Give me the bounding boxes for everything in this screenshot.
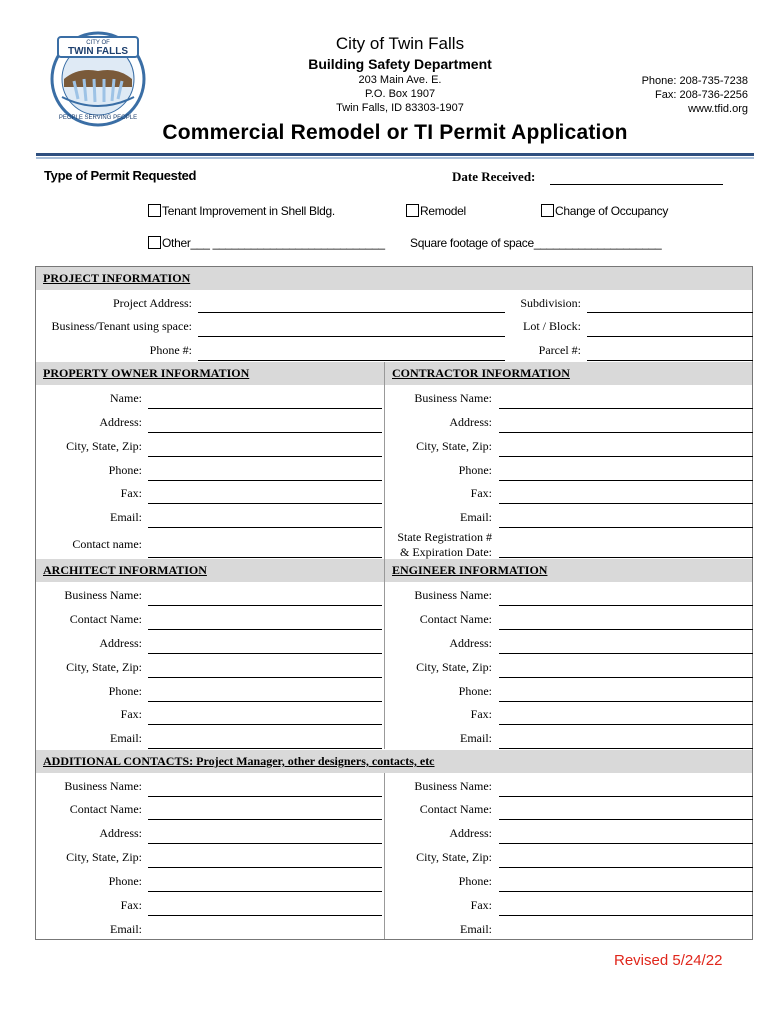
field-label: Subdivision:: [520, 296, 581, 310]
additional-business-field-2[interactable]: [499, 796, 753, 797]
square-footage-field[interactable]: Square footage of space____________________: [410, 236, 662, 250]
revision-date: Revised 5/24/22: [614, 952, 723, 969]
engineer-contact-field[interactable]: [499, 629, 753, 630]
additional-business-field[interactable]: [148, 796, 382, 797]
architect-business-field[interactable]: [148, 605, 382, 606]
field-label: Lot / Block:: [523, 319, 581, 333]
owner-phone-field[interactable]: [148, 480, 382, 481]
owner-fax-field[interactable]: [148, 503, 382, 504]
field-label: Phone:: [108, 463, 142, 477]
field-label: Fax:: [120, 486, 142, 500]
engineer-address-field[interactable]: [499, 653, 753, 654]
form-title: Commercial Remodel or TI Permit Application: [162, 121, 628, 144]
additional-address-field[interactable]: [148, 843, 382, 844]
date-received-field[interactable]: [550, 184, 723, 185]
engineer-city-field[interactable]: [499, 677, 753, 678]
owner-contact-field[interactable]: [148, 557, 382, 558]
architect-fax-field[interactable]: [148, 724, 382, 725]
department-name: Building Safety Department: [308, 56, 492, 72]
logo-large-text: TWIN FALLS: [68, 46, 128, 57]
title-rule: [36, 153, 754, 156]
checkbox[interactable]: [148, 204, 161, 217]
field-label: Phone:: [108, 684, 142, 698]
additional-city-field[interactable]: [148, 867, 382, 868]
owner-name-field[interactable]: [148, 408, 382, 409]
engineer-business-field[interactable]: [499, 605, 753, 606]
column-divider: [384, 773, 385, 939]
field-label: Address:: [449, 415, 492, 429]
field-label: Business Name:: [64, 588, 142, 602]
field-label: Name:: [110, 391, 142, 405]
logo-motto: PEOPLE SERVING PEOPLE: [58, 115, 138, 121]
field-label: Business Name:: [64, 779, 142, 793]
architect-email-field[interactable]: [148, 748, 382, 749]
owner-email-field[interactable]: [148, 527, 382, 528]
field-label: Email:: [460, 922, 492, 936]
logo-small-text: CITY OF: [86, 40, 110, 46]
owner-address-field[interactable]: [148, 432, 382, 433]
field-label: Contact Name:: [69, 802, 142, 816]
parcel-field[interactable]: [587, 360, 753, 361]
additional-fax-field[interactable]: [148, 915, 382, 916]
business-tenant-field[interactable]: [198, 336, 505, 337]
field-label: Fax:: [470, 898, 492, 912]
additional-fax-field-2[interactable]: [499, 915, 753, 916]
field-label: Address:: [449, 636, 492, 650]
owner-city-field[interactable]: [148, 456, 382, 457]
field-label: Business/Tenant using space:: [51, 319, 192, 333]
field-label: City, State, Zip:: [66, 439, 142, 453]
option-remodel[interactable]: Remodel: [406, 204, 466, 218]
field-label: Email:: [110, 510, 142, 524]
field-label: Fax:: [120, 898, 142, 912]
lot-block-field[interactable]: [587, 336, 753, 337]
contractor-phone-field[interactable]: [499, 480, 753, 481]
architect-phone-field[interactable]: [148, 701, 382, 702]
subdivision-field[interactable]: [587, 312, 753, 313]
phone-field[interactable]: [198, 360, 505, 361]
contractor-city-field[interactable]: [499, 456, 753, 457]
architect-city-field[interactable]: [148, 677, 382, 678]
additional-phone-field[interactable]: [148, 891, 382, 892]
field-label: Address:: [449, 826, 492, 840]
field-label: City, State, Zip:: [66, 850, 142, 864]
field-label: Email:: [460, 510, 492, 524]
project-info-heading: PROJECT INFORMATION: [36, 267, 752, 290]
field-label: Phone:: [108, 874, 142, 888]
city-name: City of Twin Falls: [335, 34, 465, 53]
field-label: Address:: [99, 415, 142, 429]
engineer-phone-field[interactable]: [499, 701, 753, 702]
owner-info-heading: PROPERTY OWNER INFORMATION: [36, 362, 384, 385]
additional-phone-field-2[interactable]: [499, 891, 753, 892]
field-label: Fax:: [470, 707, 492, 721]
project-address-field[interactable]: [198, 312, 505, 313]
field-label: Business Name:: [414, 588, 492, 602]
field-label: City, State, Zip:: [416, 850, 492, 864]
option-tenant-improvement[interactable]: Tenant Improvement in Shell Bldg.: [148, 204, 335, 218]
contractor-registration-field[interactable]: [499, 557, 753, 558]
field-label: Phone:: [458, 463, 492, 477]
field-label: Email:: [110, 731, 142, 745]
checkbox[interactable]: [406, 204, 419, 217]
contact-info: [560, 74, 748, 116]
title-rule-light: [36, 157, 754, 159]
contractor-info-heading: CONTRACTOR INFORMATION: [385, 362, 752, 385]
field-label: Contact Name:: [419, 612, 492, 626]
address-line: 203 Main Ave. E.: [358, 74, 442, 86]
date-received-label: Date Received:: [452, 169, 536, 184]
architect-address-field[interactable]: [148, 653, 382, 654]
field-label: Phone:: [458, 874, 492, 888]
field-label: Fax:: [120, 707, 142, 721]
field-label: Phone:: [458, 684, 492, 698]
additional-contact-field[interactable]: [148, 819, 382, 820]
mailing-address: [300, 73, 500, 115]
field-label: Email:: [460, 731, 492, 745]
architect-contact-field[interactable]: [148, 629, 382, 630]
address-line: P.O. Box 1907: [364, 88, 436, 100]
field-label: City, State, Zip:: [66, 660, 142, 674]
field-label: Contact name:: [72, 537, 142, 551]
phone-number: Phone: 208-735-7238: [641, 75, 748, 87]
field-label: City, State, Zip:: [416, 439, 492, 453]
field-label: Business Name:: [414, 779, 492, 793]
field-label: Contact Name:: [419, 802, 492, 816]
registration-label: State Registration # & Expiration Date:: [397, 530, 492, 559]
additional-city-field-2[interactable]: [499, 867, 753, 868]
column-divider: [384, 559, 385, 749]
additional-address-field-2[interactable]: [499, 843, 753, 844]
checkbox[interactable]: [541, 204, 554, 217]
field-label: Phone #:: [149, 343, 192, 357]
option-change-of-occupancy[interactable]: Change of Occupancy: [541, 204, 668, 218]
city-logo: [48, 27, 148, 127]
contractor-business-field[interactable]: [499, 408, 753, 409]
field-label: Fax:: [470, 486, 492, 500]
option-other[interactable]: Other___ ___________________________: [148, 236, 385, 250]
field-label: Contact Name:: [69, 612, 142, 626]
contractor-fax-field[interactable]: [499, 503, 753, 504]
engineer-fax-field[interactable]: [499, 724, 753, 725]
architect-info-heading: ARCHITECT INFORMATION: [36, 559, 384, 582]
additional-contact-field-2[interactable]: [499, 819, 753, 820]
field-label: Email:: [110, 922, 142, 936]
field-label: City, State, Zip:: [416, 660, 492, 674]
permit-type-label: Type of Permit Requested: [44, 168, 197, 183]
contractor-email-field[interactable]: [499, 527, 753, 528]
engineer-email-field[interactable]: [499, 748, 753, 749]
field-label: Business Name:: [414, 391, 492, 405]
contractor-address-field[interactable]: [499, 432, 753, 433]
address-line: Twin Falls, ID 83303-1907: [336, 102, 464, 114]
engineer-info-heading: ENGINEER INFORMATION: [385, 559, 752, 582]
additional-contacts-heading: ADDITIONAL CONTACTS: Project Manager, other designers, contacts, etc: [36, 750, 752, 773]
field-label: Address:: [99, 636, 142, 650]
website: www.tfid.org: [688, 103, 748, 115]
field-label: Address:: [99, 826, 142, 840]
checkbox[interactable]: [148, 236, 161, 249]
fax-number: Fax: 208-736-2256: [655, 89, 748, 101]
field-label: Project Address:: [113, 296, 192, 310]
field-label: Parcel #:: [538, 343, 581, 357]
